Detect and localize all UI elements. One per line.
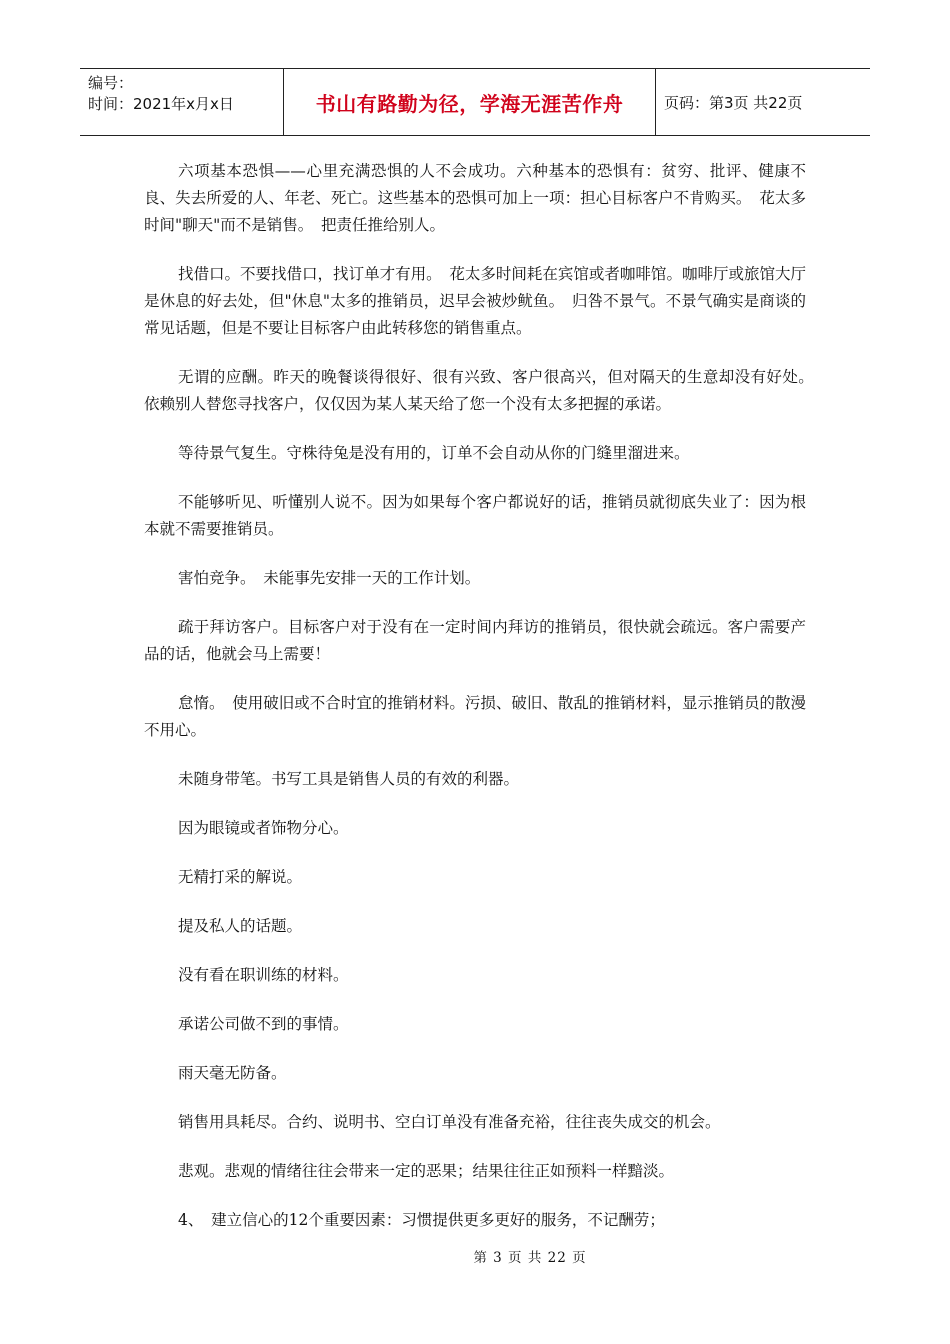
paragraph: 因为眼镜或者饰物分心。 (178, 819, 349, 837)
header-meta (80, 69, 283, 135)
paragraph: 悲观。悲观的情绪往往会带来一定的恶果；结果往往正如预料一样黯淡。 (178, 1162, 675, 1180)
paragraph: 害怕竞争。 未能事先安排一天的工作计划。 (178, 569, 481, 587)
paragraph: 不能够听见、听懂别人说不。因为如果每个客户都说好的话，推销员就彻底失业了：因为根本就不需要推销员。 (144, 493, 806, 538)
document-body (144, 158, 822, 1256)
header-motto: 书山有路勤为径，学海无涯苦作舟 (283, 69, 656, 135)
document-date-label: 时间：2021年x月x日 (88, 95, 234, 113)
page-header (80, 68, 870, 136)
paragraph: 无谓的应酬。昨天的晚餐谈得很好、很有兴致、客户很高兴，但对隔天的生意却没有好处。 依赖别人替您寻找客户，仅仅因为某人某天给了您一个没有太多把握的承诺。 (144, 368, 822, 413)
paragraph: 无精打采的解说。 (178, 868, 303, 886)
paragraph: 承诺公司做不到的事情。 (178, 1015, 349, 1033)
paragraph: 提及私人的话题。 (178, 917, 303, 935)
footer-page-number: 第 3 页 共 22 页 (473, 1250, 587, 1266)
paragraph: 怠惰。 使用破旧或不合时宜的推销材料。污损、破旧、散乱的推销材料，显示推销员的散漫不用心。 (144, 694, 806, 739)
page-footer (0, 1246, 950, 1266)
document-number-label: 编号： (88, 74, 134, 92)
paragraph: 销售用具耗尽。合约、说明书、空白订单没有准备充裕，往往丧失成交的机会。 (178, 1113, 721, 1131)
paragraph: 未随身带笔。书写工具是销售人员的有效的利器。 (178, 770, 520, 788)
header-page-info: 页码：第3页 共22页 (664, 93, 803, 112)
paragraph: 疏于拜访客户。目标客户对于没有在一定时间内拜访的推销员，很快就会疏远。客户需要产品的话，他就会马上需要！ (144, 618, 806, 663)
paragraph: 没有看在职训练的材料。 (178, 966, 349, 984)
paragraph: 找借口。不要找借口，找订单才有用。 花太多时间耗在宾馆或者咖啡馆。咖啡厅或旅馆大厅是休息的好去处，但"休息"太多的推销员，迟早会被炒鱿鱼。 归咎不景气。不景气确实是商谈的常见话题，但是不要让目标客户由此转移您的销售重点。 (144, 265, 806, 337)
paragraph: 雨天毫无防备。 (178, 1064, 287, 1082)
paragraph: 等待景气复生。守株待兔是没有用的，订单不会自动从你的门缝里溜进来。 (178, 444, 690, 462)
paragraph: 六项基本恐惧——心里充满恐惧的人不会成功。六种基本的恐惧有：贫穷、批评、健康不良、失去所爱的人、年老、死亡。这些基本的恐惧可加上一项：担心目标客户不肯购买。 花太多时间"聊天"而不是销售。 把责任推给别人。 (144, 162, 806, 234)
paragraph: 4、 建立信心的12个重要因素：习惯提供更多更好的服务，不记酬劳； (178, 1211, 665, 1229)
